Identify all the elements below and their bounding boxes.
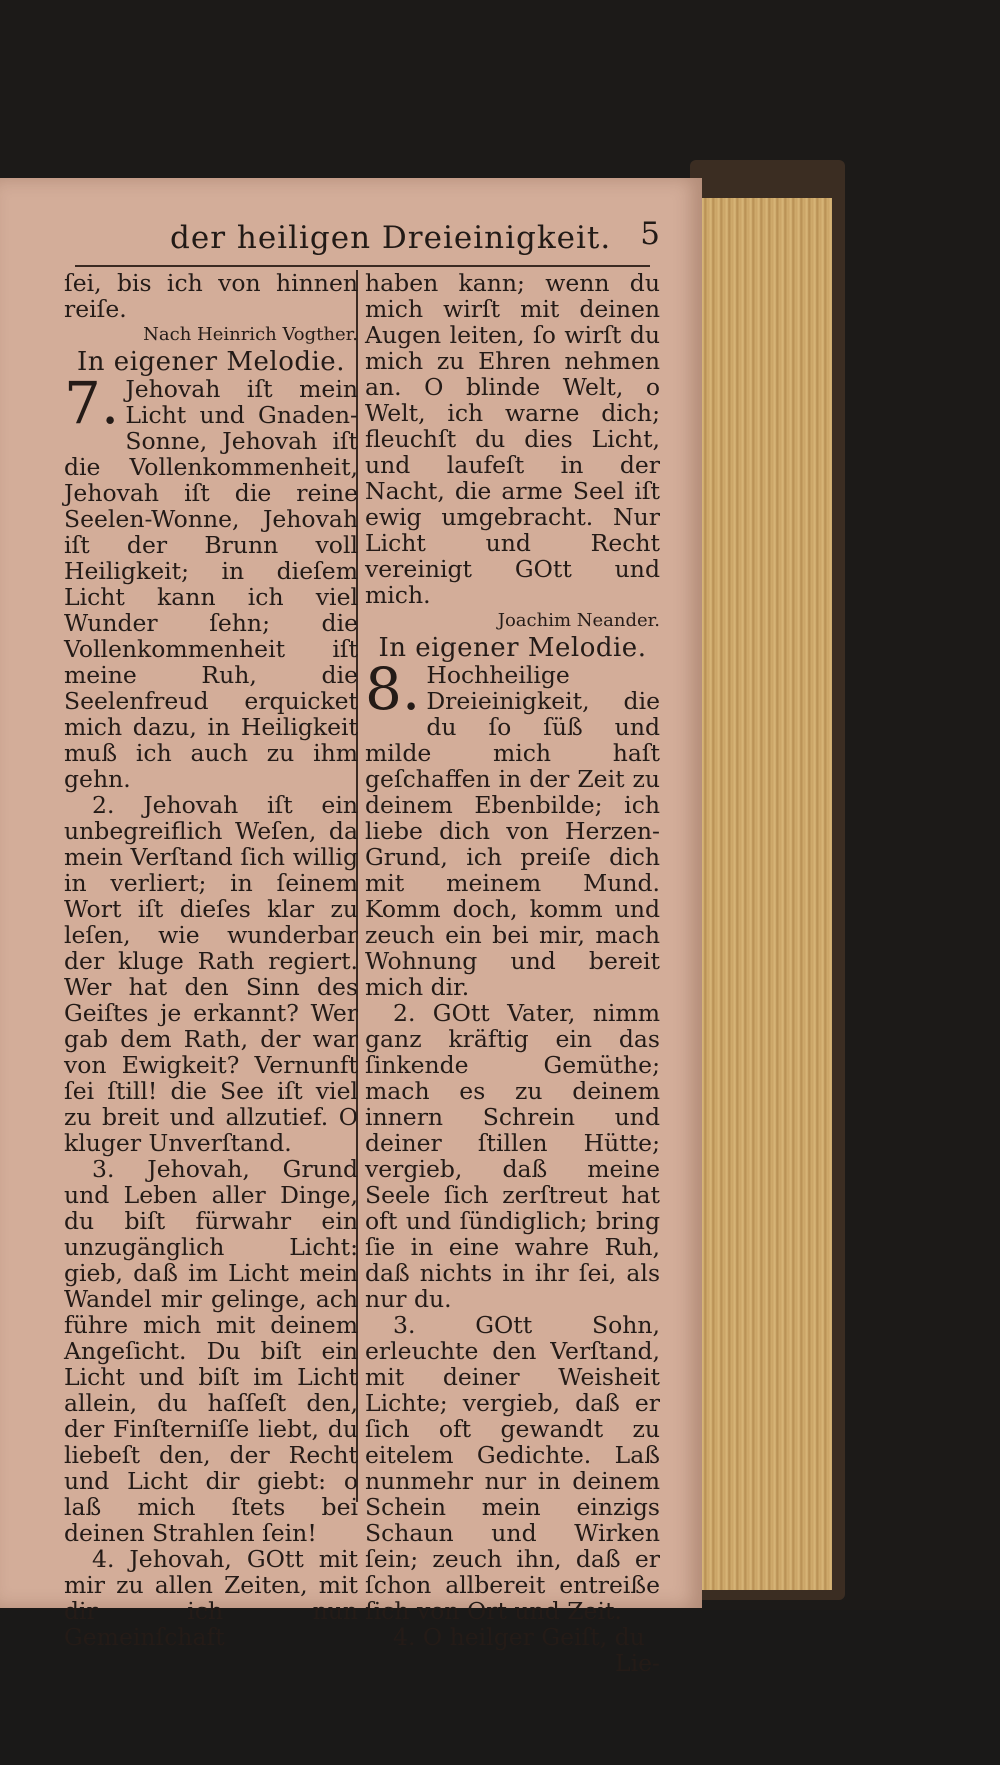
left-column: [64, 269, 358, 1651]
hymn-number: 8.: [365, 655, 421, 723]
verse: 2. Jehovah iſt ein unbegreiflich Weſen, da mein Verſtand ſich willig in verliert; in ſeinem Wort iſt dieſes klar zu leſen, wie wunderbar der kluge Rath regiert. Wer hat den Sinn des Geiſtes je erkannt? Wer gab dem Rath, der war von Ewigkeit? Vernunft ſei ſtill! die See iſt viel zu breit und allzutief. O kluger Unverſtand.: [64, 791, 358, 1157]
text-paragraph: ſei, bis ich von hinnen reiſe.: [64, 269, 358, 323]
hymn-number: 7.: [64, 369, 120, 437]
page-number: 5: [640, 216, 660, 252]
running-head: [70, 212, 670, 262]
verse: 3. GOtt Sohn, erleuchte den Verſtand, mit deiner Weisheit Lichte; vergieb, daß er ſich oft gewandt zu eitelem Gedichte. Laß nunmehr nur in deinem Schein mein einzigs Schaun und Wirken ſein; zeuch ihn, daß er ſchon allbereit entreiße ſich von Ort und Zeit.: [365, 1311, 660, 1625]
verse: 3. Jehovah, Grund und Leben aller Dinge, du biſt fürwahr ein unzugänglich Licht: gieb, daß im Licht mein Wandel mir gelinge, ach führe mich mit deinem Angeſicht. Du biſt ein Licht und biſt im Licht allein, du haſſeſt den, der Finſterniſſe liebt, du liebeſt den, der Recht und Licht dir giebt: o laß mich ſtets bei deinen Strahlen ſein!: [64, 1155, 358, 1547]
header-rule: [75, 265, 650, 267]
right-column: [365, 269, 660, 1677]
hymn-heading: In eigener Melodie.: [77, 347, 345, 377]
hymn-heading: In eigener Melodie.: [378, 633, 647, 663]
running-title: der heiligen Dreieinigkeit.: [170, 220, 612, 256]
text-paragraph: haben kann; wenn du mich wirſt mit deinen Augen leiten, ſo wirſt du mich zu Ehren nehmen an. O blinde Welt, o Welt, ich warne dich; fleuchſt du dies Licht, und laufeſt in der Nacht, die arme Seel iſt ewig umgebracht. Nur Licht und Recht vereinigt GOtt und mich.: [365, 269, 660, 609]
verse: 4. O heilger Geiſt, du: [393, 1623, 645, 1651]
verse: [365, 655, 660, 1001]
verse: [64, 369, 358, 793]
verse-text: Hochheilige Dreieinigkeit, die du ſo ſüß und milde mich haſt geſchaffen in der Zeit zu deinem Ebenbilde; ich liebe dich von Herzen-Grund, ich preiſe dich mit meinem Mund. Komm doch, komm und zeuch ein bei mir, mach Wohnung und bereit mich dir.: [365, 661, 660, 1001]
page-fore-edge: [700, 198, 832, 1590]
attribution: Joachim Neander.: [497, 610, 660, 631]
verse-text: Jehovah iſt mein Licht und Gnaden-Sonne, Jehovah iſt die Vollenkommenheit, Jehovah iſt die reine Seelen-Wonne, Jehovah iſt der Brunn voll Heiligkeit; in dieſem Licht kann ich viel Wunder ſehn; die Vollenkommenheit iſt meine Ruh, die Seelenfreud erquicket mich dazu, in Heiligkeit muß ich auch zu ihm gehn.: [64, 375, 358, 793]
verse: 2. GOtt Vater, nimm ganz kräftig ein das ſinkende Gemüthe; mach es zu deinem innern Schrein und deiner ſtillen Hütte; vergieb, daß meine Seele ſich zerſtreut hat oft und ſündiglich; bring ſie in eine wahre Ruh, daß nichts in ihr ſei, als nur du.: [365, 999, 660, 1313]
attribution: Nach Heinrich Vogther.: [143, 324, 358, 345]
catchword: Lie-: [615, 1649, 660, 1677]
verse: 4. Jehovah, GOtt mit mir zu allen Zeiten, mit dir ich nun Gemeinſchaft: [64, 1545, 358, 1651]
